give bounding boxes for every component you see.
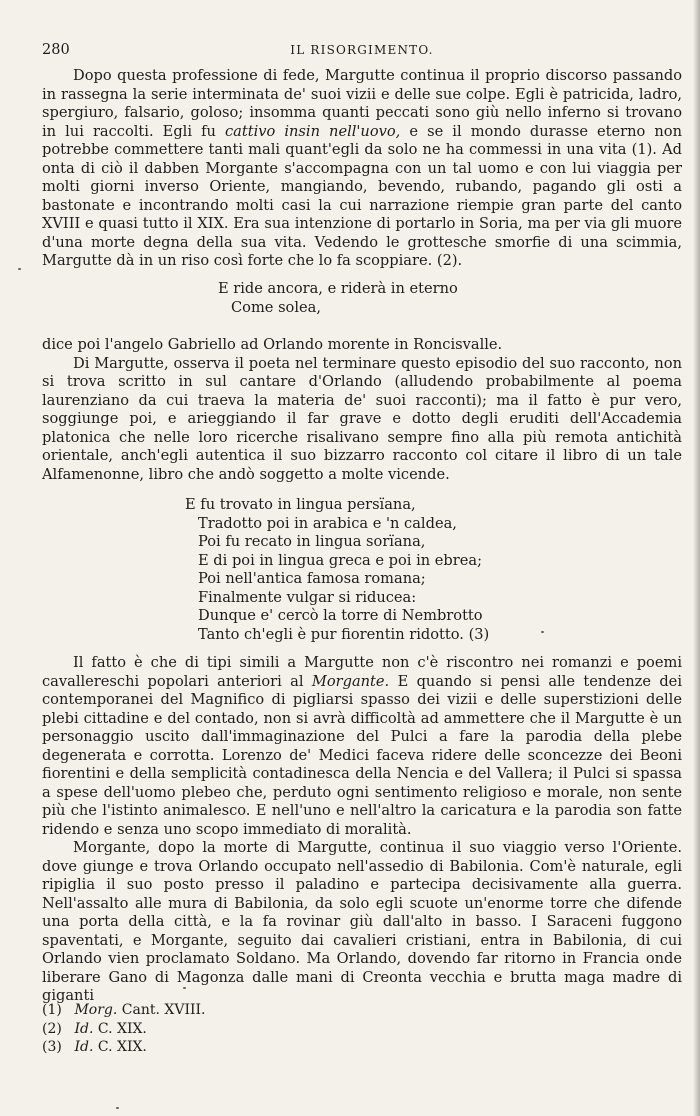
page-header	[42, 42, 682, 62]
footnote-ref: Cant. XVIII.	[121, 1002, 206, 1018]
verse-line: E ride ancora, e riderà in eterno	[218, 280, 458, 297]
footnote-mark: (1)	[42, 1002, 62, 1018]
verse-line: Tradotto poi in arabica e 'n caldea,	[198, 514, 457, 532]
footnote-ref: C. XIX.	[97, 1020, 147, 1037]
paragraph-block-2	[42, 336, 682, 484]
footnote-source: Id.	[74, 1020, 94, 1037]
verse-line: E di poi in lingua greca e poi in ebrea;	[198, 551, 482, 569]
running-head: IL RISORGIMENTO.	[290, 43, 434, 57]
footnotes	[42, 1001, 206, 1057]
verse-line: E fu trovato in lingua persïana,	[185, 496, 416, 513]
paragraph-continuation: dice poi l'angelo Gabriello ad Orlando morente in Roncisvalle.	[42, 336, 503, 353]
verse-quote-2	[185, 496, 489, 644]
footnote-mark: (2)	[42, 1020, 62, 1037]
verse-line: Tanto ch'egli è pur fiorentin ridotto. (3)	[198, 625, 490, 643]
footnote	[42, 1001, 206, 1020]
verse-quote-1	[218, 280, 458, 317]
quoted-phrase: cattivo insin nell'uovo,	[224, 122, 401, 140]
title-morgante: Morgante.	[311, 672, 390, 690]
paragraph-babilonia: Morgante, dopo la morte di Margutte, continua il suo viaggio verso l'Oriente. dove giunge e trova Orlando occupato nell'assedio di Babilonia. Com'è naturale, egli ripiglia il suo posto presso il paladino e partecipa decisivamente alla guerra. Nell'assalto alle mura di Babilonia, da solo egli scuote un'enorme torre che difende una porta della città, e la fa rovinar giù dall'alto in basso. I Saraceni fuggono spaventati, e Morgante, seguito dai cavalieri cristiani, entra in Babilonia, di cui Orlando vien proclamato Soldano. Ma Orlando, dovendo far ritorno in Francia onde liberare Gano di Magonza dalle mani di Creonta vecchia e brutta maga madre di giganti	[42, 839, 682, 1004]
verse-line: Finalmente vulgar si riducea:	[198, 588, 417, 606]
text-run: Dopo questa professione di fede, Margutte continua il proprio discorso passando in rassegna la serie interminata de' suoi vizii e delle sue colpe. Egli è patricida, ladro, spergiuro, falsario, goloso; insomma quanti peccati sono giù nello inferno si trovano in lui raccolti. Egli fu	[42, 67, 682, 140]
text-run: Il fatto è che di tipi simili a Margutte non c'è riscontro nei romanzi e poemi cavallereschi popolari anteriori al	[42, 654, 682, 690]
scan-speck	[541, 631, 544, 633]
footnote-mark: (3)	[42, 1039, 62, 1055]
verse-line: Poi nell'antica famosa romana;	[198, 570, 426, 587]
verse-line: Dunque e' cercò la torre di Nembrotto	[198, 607, 483, 624]
text-run: E quando si pensi alle tendenze dei contemporanei del Magnifico di pigliarsi spasso dei vizii e delle superstizioni delle plebi cittadine e del contado, non si avrà difficoltà ad ammettere che il Margutte è un personaggio uscito dall'immaginazione del Pulci a fare la parodia della plebe degenerata e corrotta. Lorenzo de' Medici faceva ridere delle sconcezze dei Beoni fiorentini e della semplicità contadinesca della Nencia e del Vallera; il Pulci si spassa a spese dell'uomo plebeo che, perduto ogni sentimento religioso e morale, non sente più che l'istinto animalesco. E nell'uno e nell'altro la caricatura e la parodia son fatte ridendo e senza uno scopo immediato di moralità.	[42, 672, 682, 838]
footnote-source: Morg.	[74, 1002, 118, 1018]
verse-line: Come solea,	[231, 298, 321, 316]
footnote-source: Id.	[74, 1039, 94, 1055]
paragraph-block-1	[42, 67, 682, 271]
scan-speck	[18, 268, 21, 270]
text-run: e se il mondo durasse eterno non potrebbe commettere tanti mali quant'egli da solo ne ha commessi in una vita (1). Ad onta di ciò il dabben Morgante s'accompagna con un tal uomo e con lui viaggia per molti giorni inverso Oriente, mangiando, bevendo, rubando, pagando gli osti a bastonate e incontrando molti casi la cui narrazione riempie gran parte del canto XVIII e quasi tutto il XIX. Era sua intenzione di portarlo in Soria, ma per via gli muore d'una morte degna della sua vita. Vedendo le grottesche smorfie di una scimmia, Margutte dà in un riso così forte che lo fa scoppiare. (2).	[42, 122, 682, 269]
footnote	[42, 1020, 206, 1039]
paragraph-margutte-vices	[42, 67, 682, 271]
paragraph-block-3	[42, 654, 682, 1006]
footnote	[42, 1038, 206, 1057]
verse-line: Poi fu recato in lingua sorïana,	[198, 533, 426, 550]
page-edge-shadow	[693, 0, 700, 1116]
paragraph-alfamenonne: Di Margutte, osserva il poeta nel terminare questo episodio del suo racconto, non si trova scritto in sul cantare d'Orlando (alludendo probabilmente al poema laurenziano da cui traeva la materia de' suoi racconti); ma il fatto è pur vero, soggiunge poi, e arieggiando il far grave e dotto degli eruditi dell'Accademia platonica che nelle loro ricerche risalivano sempre fino alla più remota antichità orientale, anch'egli autentica il suo bizzarro racconto col citare il libro di un tale Alfamenonne, libro che andò soggetto a molte vicende.	[42, 354, 682, 483]
paragraph-margutte-type	[42, 654, 682, 839]
page-number: 280	[42, 42, 70, 58]
scan-speck	[183, 987, 186, 989]
scan-speck	[116, 1107, 119, 1109]
footnote-ref: C. XIX.	[97, 1039, 147, 1055]
